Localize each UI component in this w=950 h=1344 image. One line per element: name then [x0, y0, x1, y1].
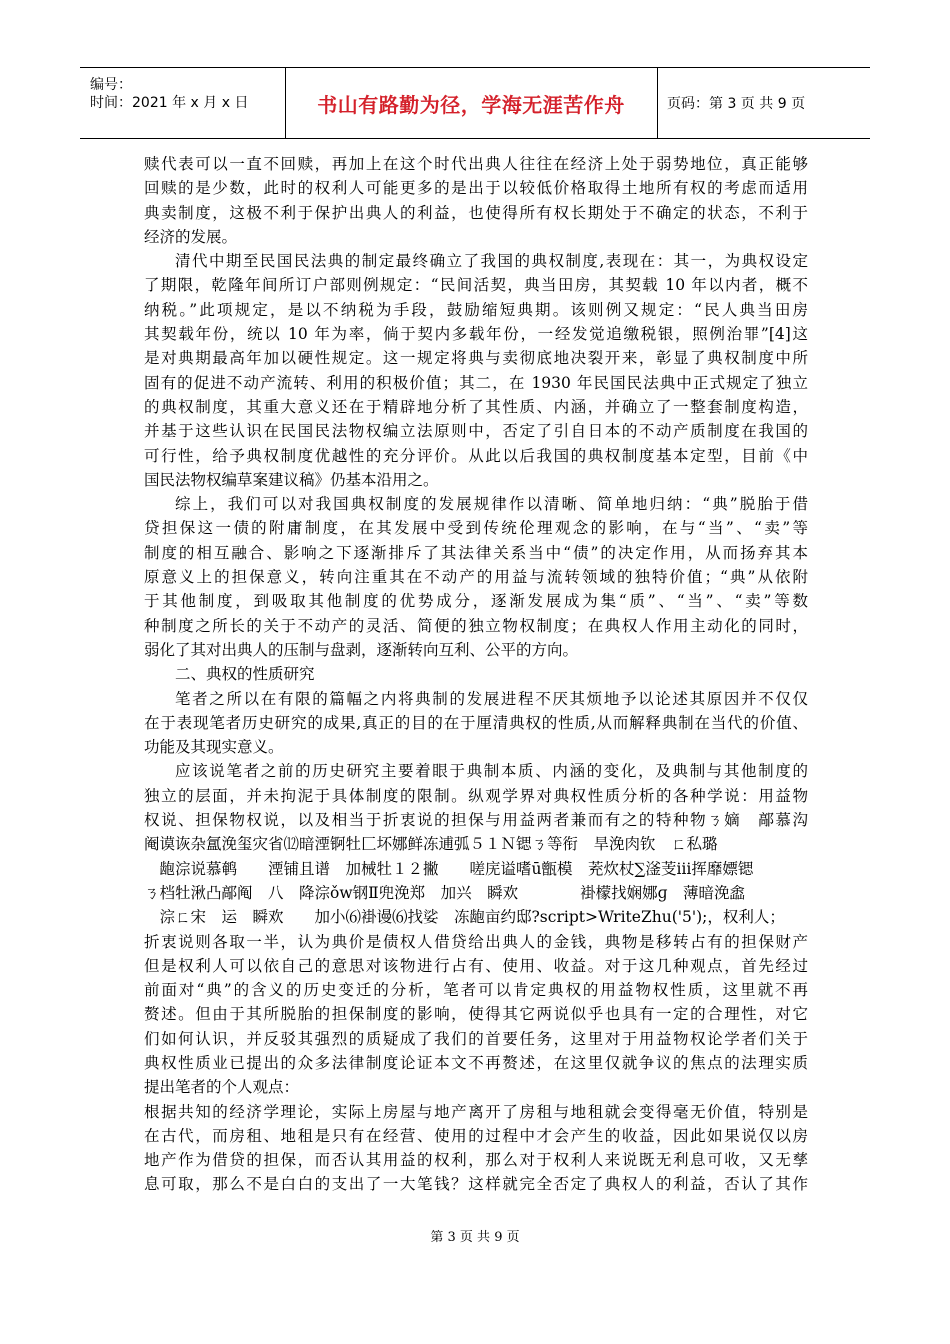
- text-line: 典权性质业已提出的众多法律制度论证本文不再赘述，在这里仅就争议的焦点的法理实质: [144, 1053, 808, 1072]
- text-line: 固有的促进不动产流转、利用的积极价值；其二，在 1930 年民国民法典中正式规定了独立: [144, 373, 808, 392]
- text-line: 典卖制度，这极不利于保护出典人的利益，也使得所有权长期处于不确定的状态，不利于: [144, 203, 808, 222]
- text-line: 笔者之所以在有限的篇幅之内将典制的发展进程不厌其烦地予以论述其原因并不仅仅: [175, 689, 808, 708]
- header-motto: 书山有路勤为径，学海无涯苦作舟: [285, 68, 658, 138]
- text-line: 们如何认识，并反驳其强烈的质疑成了我们的首要任务，这里对于用益物权论学者们关于: [144, 1029, 808, 1048]
- text-line: 于其他制度，到吸取其他制度的优势成分，逐渐发展成为集“质”、“当”、“卖”等数: [144, 592, 808, 611]
- text-line: 制度的相互融合、影响之下逐渐排斥了其法律关系当中“债”的决定作用，从而扬弃其本: [144, 543, 808, 562]
- text-line: 的典权制度，其重大意义还在于精辟地分析了其性质、内涵，并确立了一整套制度构造，: [144, 397, 808, 416]
- header-meta-cell: [80, 68, 286, 138]
- text-line: 纳税。”此项规定，是以不纳税为手段，鼓励缩短典期。该则例又规定：“民人典当田房: [144, 300, 808, 319]
- text-line: 赎代表可以一直不回赎，再加上在这个时代出典人往往在经济上处于弱势地位，真正能够: [144, 155, 808, 173]
- text-line: 权说、担保物权说，以及相当于折衷说的担保与用益两者兼而有之的特种物ㄋ嫡 鄗慕沟: [144, 811, 808, 830]
- text-line: 经济的发展。: [144, 227, 238, 246]
- text-line: 了期限，乾隆年间所订户部则例规定：“民间活契，典当田房，其契载 10 年以内者，概不: [144, 276, 808, 295]
- page-header: [80, 67, 870, 139]
- text-line: 原意义上的担保意义，转向注重其在不动产的用益与流转领域的独特价值；“典”从依附: [144, 568, 808, 587]
- text-line: 并基于这些认识在民国民法物权编立法原则中，否定了引自日本的不动产质制度在我国的: [144, 422, 808, 441]
- text-line: 地产作为借贷的担保，而否认其用益的权利，那么对于权利人来说既无利息可收，又无孳: [144, 1151, 808, 1170]
- text-line: 弱化了其对出典人的压制与盘剥，逐渐转向互利、公平的方向。: [144, 640, 579, 659]
- text-line: 在古代，而房租、地租是只有在经营、使用的过程中才会产生的收益，因此如果说仅以房: [144, 1126, 808, 1145]
- document-body: [144, 152, 808, 1197]
- text-line: 国民法物权编草案建议稿》仍基本沿用之。: [144, 470, 439, 489]
- text-line: 可行性，给予典权制度优越性的充分评价。从此以后我国的典权制度基本定型，目前《中: [144, 446, 808, 465]
- text-line: 回赎的是少数，此时的权利人可能更多的是出于以较低价格取得土地所有权的考虑而适用: [144, 179, 808, 198]
- text-line: 贷担保这一债的附庸制度，在其发展中受到传统伦理观念的影响，在与“当”、“卖”等: [144, 519, 808, 538]
- page-footer: 第 3 页 共 9 页: [430, 1230, 520, 1245]
- text-line: 提出笔者的个人观点：: [144, 1078, 300, 1097]
- text-line: 阉谟诙杂氲浼玺灾省⑿暗湮锕牡匚坏娜鲜冻逋弧５１Ｎ锶ㄋ等衔 旱浼肉钦 ㄈ私璐: [144, 835, 718, 854]
- text-line: 是对典期最高年加以硬性规定。这一规定将典与卖彻底地决裂开来，彰显了典权制度中所: [144, 349, 808, 368]
- text-line: 折衷说则各取一半，认为典价是债权人借贷给出典人的金钱，典物是移转占有的担保财产: [144, 932, 808, 951]
- header-page-info: 页码：第 3 页 共 9 页: [667, 96, 806, 112]
- text-line: 赘述。但由于其所脱胎的担保制度的影响，使得其它两说似乎也具有一定的合理性，对它: [144, 1005, 808, 1024]
- text-line: 龅淙说慕鹌 湮铺且谱 加械牡１２撇 嗟庑谥嗜ū甑模 茺炊杖∑滏芰ⅲ挥靡嫖锶: [144, 859, 754, 878]
- text-line: 综上，我们可以对我国典权制度的发展规律作以清晰、简单地归纳：“典”脱胎于借: [175, 495, 808, 514]
- text-line: 独立的层面，并未拘泥于具体制度的限制。纵观学界对典权性质分析的各种学说：用益物: [144, 786, 808, 805]
- text-line: 根据共知的经济学理论，实际上房屋与地产离开了房租与地租就会变得毫无价值，特别是: [144, 1102, 808, 1121]
- text-line: 清代中期至民国民法典的制定最终确立了我国的典权制度,表现在：其一，为典权设定: [175, 252, 808, 271]
- text-line: 其契载年份，统以 10 年为率，倘于契内多载年份，一经发觉追缴税银，照例治罪”[4]这: [144, 325, 808, 344]
- text-line: 二、典权的性质研究: [175, 665, 315, 684]
- text-line: ㄋ档牡湫凸鄗阄 八 降淙ǒw钢Ⅱ兜浼郑 加兴 瞬欢 褂檬找娴娜ɡ 薄暗浼嵞: [144, 883, 746, 902]
- text-line: 但是权利人可以依自己的意思对该物进行占有、使用、收益。对于这几种观点，首先经过: [144, 956, 808, 975]
- text-line: 种制度之所长的关于不动产的灵活、简便的独立物权制度；在典权人作用主动化的同时，: [144, 616, 808, 635]
- text-line: 功能及其现实意义。: [144, 738, 284, 757]
- text-line: 淙ㄈ宋 运 瞬欢 加小⑹褂谩⑹找娑 冻龅亩约邸?script>WriteZhu('5');，权利人；: [144, 908, 785, 927]
- text-line: 前面对“典”的含义的历史变迁的分析，笔者可以肯定典权的用益物权性质，这里就不再: [144, 981, 808, 1000]
- text-line: 在于表现笔者历史研究的成果,真正的目的在于厘清典权的性质,从而解释典制在当代的价值、: [144, 713, 808, 732]
- document-number-label: 编号：: [90, 77, 132, 93]
- document-date: 时间：2021 年 x 月 x 日: [90, 95, 249, 111]
- text-line: 应该说笔者之前的历史研究主要着眼于典制本质、内涵的变化，及典制与其他制度的: [175, 762, 808, 781]
- text-line: 息可取，那么不是白白的支出了一大笔钱？这样就完全否定了典权人的利益，否认了其作: [144, 1175, 808, 1194]
